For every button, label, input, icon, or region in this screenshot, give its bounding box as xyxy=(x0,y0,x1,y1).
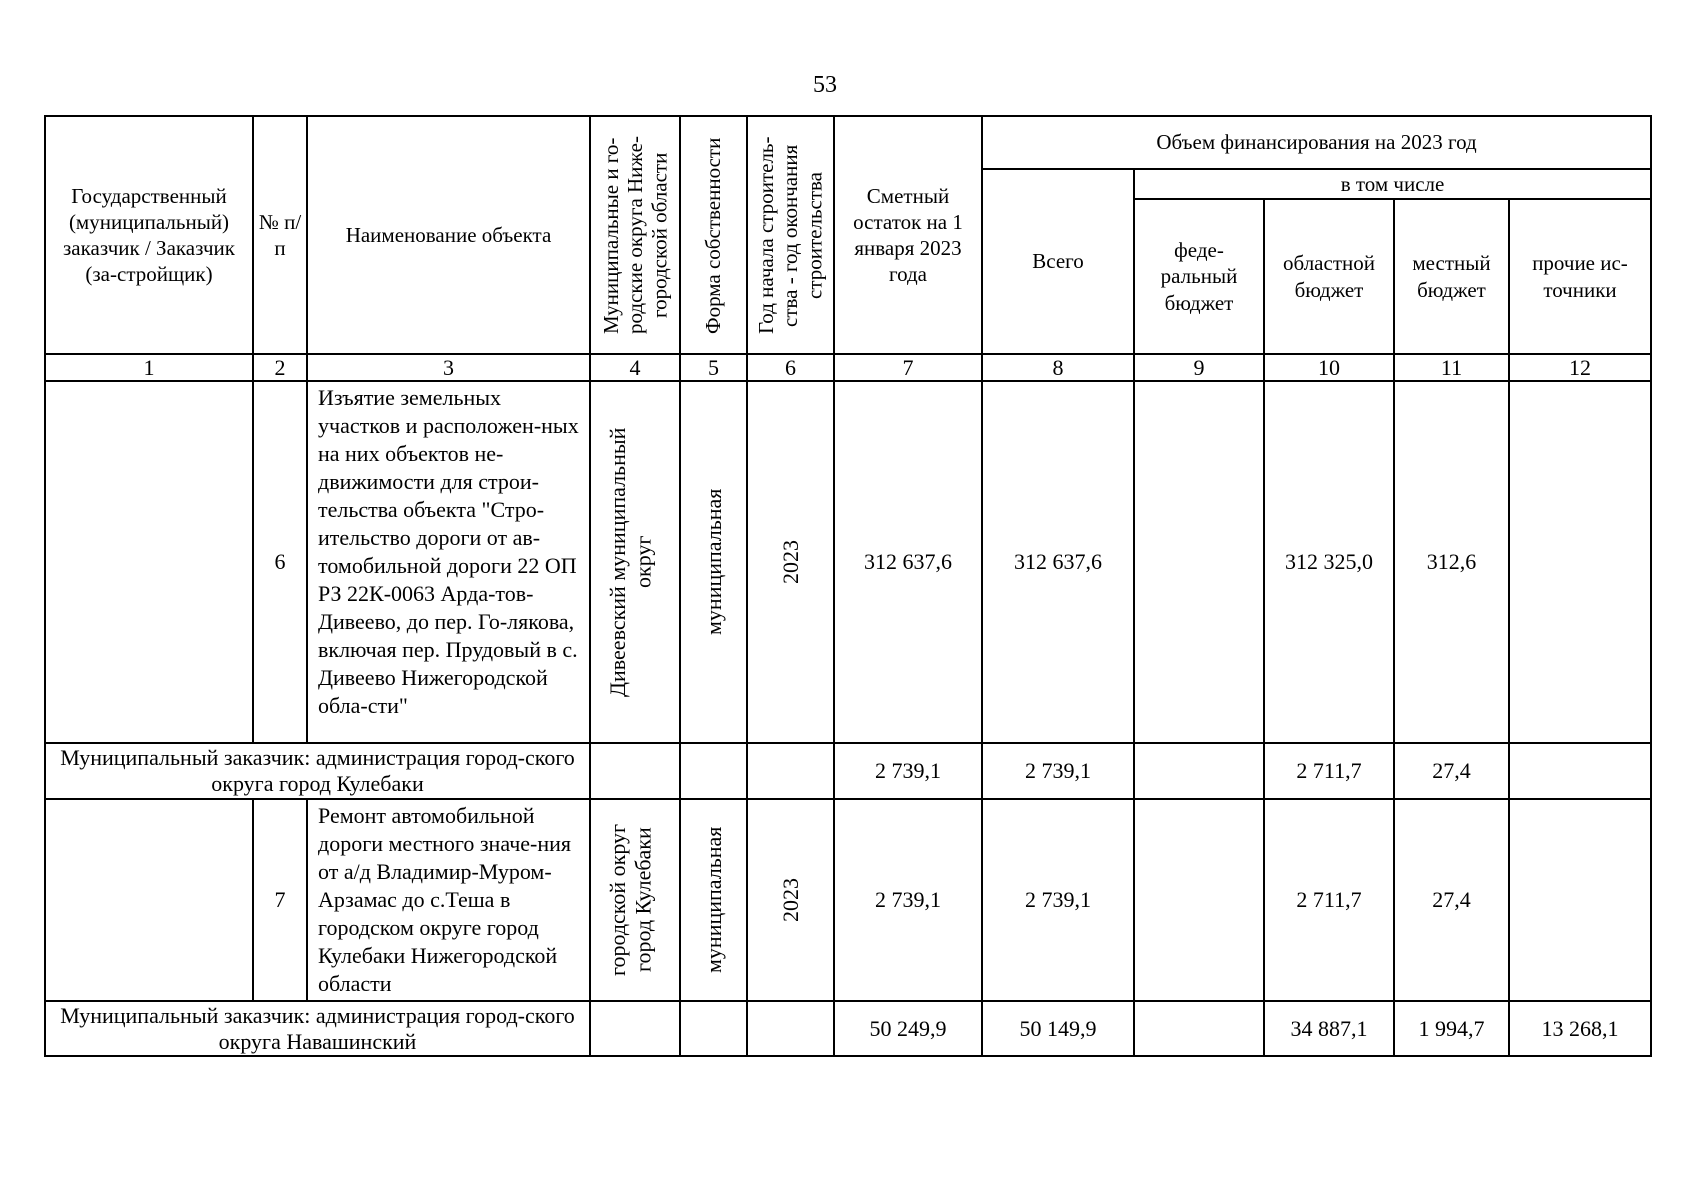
header-years: Год начала строитель-ства - год окончания строительства xyxy=(754,136,827,334)
customer-cell xyxy=(45,381,253,743)
row-number: 7 xyxy=(253,799,307,1001)
header-years-cell xyxy=(747,116,834,354)
customer-row xyxy=(45,1001,1651,1056)
regional-value: 34 887,1 xyxy=(1264,1001,1394,1056)
local-value: 1 994,7 xyxy=(1394,1001,1509,1056)
estimate-value: 50 249,9 xyxy=(834,1001,982,1056)
year-cell xyxy=(747,381,834,743)
other-value xyxy=(1509,743,1651,799)
district-cell xyxy=(590,381,680,743)
ownership-type: муниципальная xyxy=(700,826,726,974)
empty-cell xyxy=(747,1001,834,1056)
year-cell xyxy=(747,799,834,1001)
header-estimate: Сметный остаток на 1 января 2023 года xyxy=(834,116,982,354)
federal-value xyxy=(1134,799,1264,1001)
header-row xyxy=(45,116,1651,169)
regional-value: 312 325,0 xyxy=(1264,381,1394,743)
construction-year: 2023 xyxy=(777,540,803,584)
empty-cell xyxy=(590,1001,680,1056)
empty-cell xyxy=(680,743,747,799)
ownership-cell xyxy=(680,381,747,743)
table-row xyxy=(45,381,1651,743)
federal-value xyxy=(1134,381,1264,743)
header-local: местный бюджет xyxy=(1394,199,1509,354)
header-object-name: Наименование объекта xyxy=(307,116,590,354)
header-customer: Государственный (муниципальный) заказчик / Заказчик (за-стройщик) xyxy=(45,116,253,354)
header-ownership-cell xyxy=(680,116,747,354)
total-value: 2 739,1 xyxy=(982,743,1134,799)
other-value xyxy=(1509,381,1651,743)
customer-label: Муниципальный заказчик: администрация город-ского округа город Кулебаки xyxy=(45,743,590,799)
column-index: 6 xyxy=(747,354,834,381)
header-federal: феде-ральный бюджет xyxy=(1134,199,1264,354)
customer-label: Муниципальный заказчик: администрация город-ского округа Навашинский xyxy=(45,1001,590,1056)
local-value: 27,4 xyxy=(1394,743,1509,799)
column-index: 8 xyxy=(982,354,1134,381)
column-index: 2 xyxy=(253,354,307,381)
object-name: Ремонт автомобильной дороги местного значе-ния от а/д Владимир-Муром-Арзамас до с.Теша в городском округе город Кулебаки Нижегородской области xyxy=(307,799,590,1001)
header-other: прочие ис-точники xyxy=(1509,199,1651,354)
column-index: 12 xyxy=(1509,354,1651,381)
row-number: 6 xyxy=(253,381,307,743)
ownership-type: муниципальная xyxy=(700,488,726,636)
regional-value: 2 711,7 xyxy=(1264,743,1394,799)
column-index: 7 xyxy=(834,354,982,381)
district-name: городской округ город Кулебаки xyxy=(605,823,656,977)
local-value: 27,4 xyxy=(1394,799,1509,1001)
total-value: 312 637,6 xyxy=(982,381,1134,743)
column-index: 1 xyxy=(45,354,253,381)
estimate-value: 2 739,1 xyxy=(834,799,982,1001)
column-index: 10 xyxy=(1264,354,1394,381)
column-index: 11 xyxy=(1394,354,1509,381)
header-districts-cell xyxy=(590,116,680,354)
other-value: 13 268,1 xyxy=(1509,1001,1651,1056)
total-value: 2 739,1 xyxy=(982,799,1134,1001)
federal-value xyxy=(1134,1001,1264,1056)
column-index: 4 xyxy=(590,354,680,381)
total-value: 50 149,9 xyxy=(982,1001,1134,1056)
header-including: в том числе xyxy=(1134,169,1651,199)
empty-cell xyxy=(590,743,680,799)
financing-table xyxy=(44,115,1652,1057)
ownership-cell xyxy=(680,799,747,1001)
other-value xyxy=(1509,799,1651,1001)
header-financing: Объем финансирования на 2023 год xyxy=(982,116,1651,169)
construction-year: 2023 xyxy=(777,878,803,922)
district-cell xyxy=(590,799,680,1001)
local-value: 312,6 xyxy=(1394,381,1509,743)
column-index: 9 xyxy=(1134,354,1264,381)
table-row xyxy=(45,799,1651,1001)
column-index-row xyxy=(45,354,1651,381)
regional-value: 2 711,7 xyxy=(1264,799,1394,1001)
empty-cell xyxy=(747,743,834,799)
column-index: 5 xyxy=(680,354,747,381)
estimate-value: 2 739,1 xyxy=(834,743,982,799)
header-ownership: Форма собственности xyxy=(701,136,726,334)
estimate-value: 312 637,6 xyxy=(834,381,982,743)
column-index: 3 xyxy=(307,354,590,381)
header-regional: областной бюджет xyxy=(1264,199,1394,354)
object-name: Изъятие земельных участков и расположен-ных на них объектов не-движимости для строи-тельства объекта "Стро-ительство дороги от ав-томобильной дороги 22 ОП РЗ 22К-0063 Арда-тов-Дивеево, до пер. Го-лякова, включая пер. Прудовый в с. Дивеево Нижегородской обла-сти" xyxy=(307,381,590,743)
header-total: Всего xyxy=(982,169,1134,354)
empty-cell xyxy=(680,1001,747,1056)
header-districts: Муниципальные и го-родские округа Ниже-городской области xyxy=(598,136,672,334)
header-row-no: № п/п xyxy=(253,116,307,354)
page-number: 53 xyxy=(813,72,837,98)
federal-value xyxy=(1134,743,1264,799)
district-name: Дивеевский муниципальный округ xyxy=(605,427,656,697)
customer-cell xyxy=(45,799,253,1001)
customer-row xyxy=(45,743,1651,799)
